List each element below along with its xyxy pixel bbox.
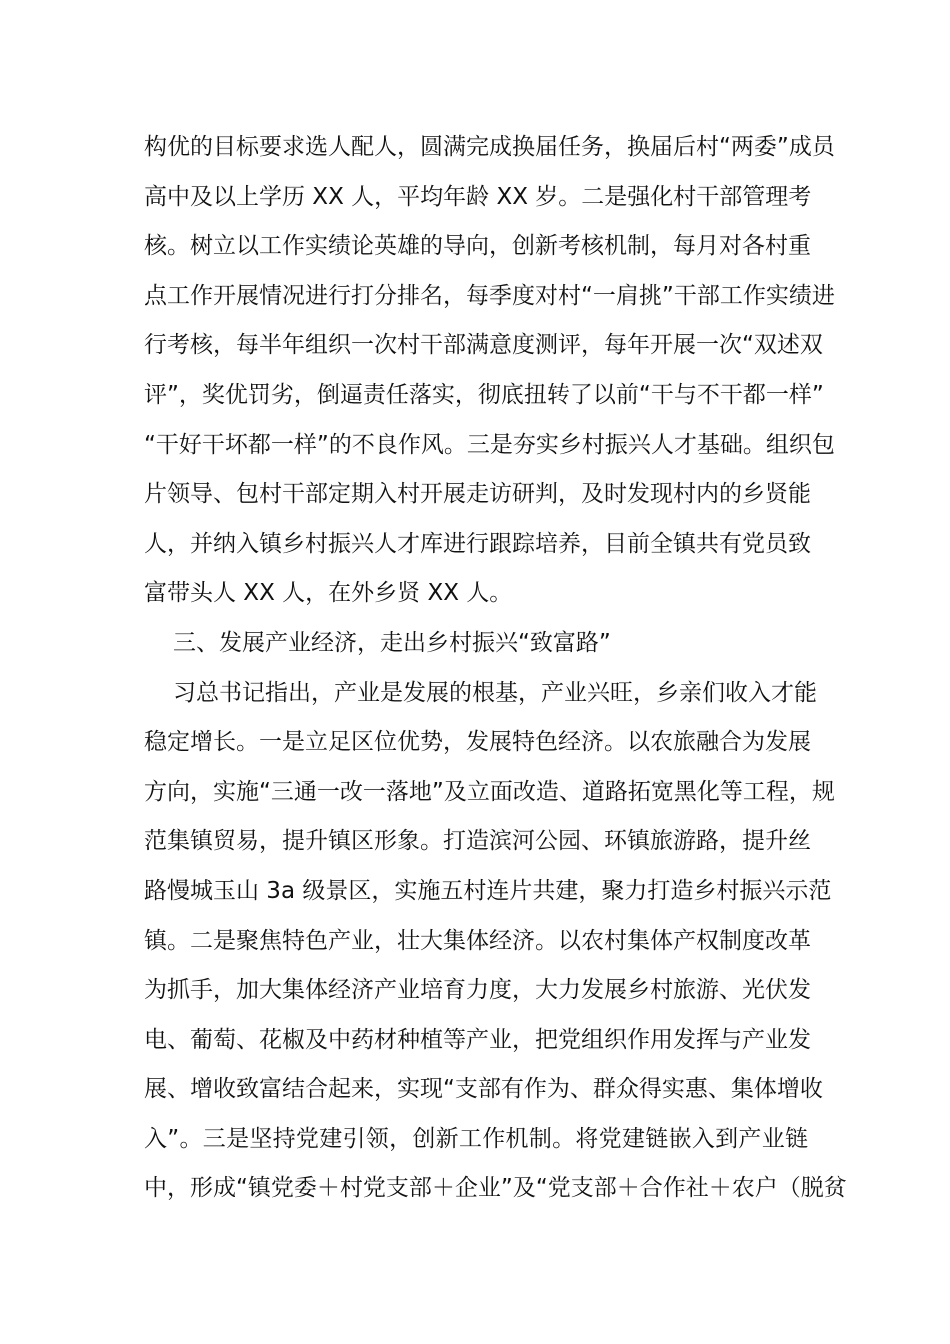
text-line: 行考核，每半年组织一次村干部满意度测评，每年开展一次“双述双 [144, 332, 823, 359]
text-line: “干好干坏都一样”的不良作风。三是夯实乡村振兴人才基础。组织包 [144, 431, 835, 458]
text-line: 入”。三是坚持党建引领，创新工作机制。将党建链嵌入到产业链 [144, 1125, 808, 1152]
text-line: 点工作开展情况进行打分排名，每季度对村“一肩挑”干部工作实绩进 [144, 282, 835, 309]
paragraph-cadre-team [144, 123, 835, 619]
text-line: 范集镇贸易，提升镇区形象。打造滨河公园、环镇旅游路，提升丝 [144, 828, 811, 855]
text-line: 展、增收致富结合起来，实现“支部有作为、群众得实惠、集体增收 [144, 1076, 823, 1103]
text-line: 习总书记指出，产业是发展的根基，产业兴旺，乡亲们收入才能 [173, 679, 817, 706]
text-line: 镇。二是聚焦特色产业，壮大集体经济。以农村集体产权制度改革 [144, 927, 811, 954]
text-line: 片领导、包村干部定期入村开展走访研判，及时发现村内的乡贤能 [144, 481, 811, 508]
section-heading [144, 619, 808, 669]
heading-line: 三、发展产业经济，走出乡村振兴“致富路” [173, 629, 611, 656]
text-line: 构优的目标要求选人配人，圆满完成换届任务，换届后村“两委”成员 [144, 134, 835, 160]
text-line: 评”，奖优罚劣，倒逼责任落实，彻底扭转了以前“干与不干都一样” [144, 381, 824, 408]
text-line: 路慢城玉山 3a 级景区，实施五村连片共建，聚力打造乡村振兴示范 [144, 877, 832, 904]
text-line: 高中及以上学历 XX 人，平均年龄 XX 岁。二是强化村干部管理考 [144, 183, 812, 210]
paragraph-industry [144, 669, 847, 1215]
text-line: 富带头人 XX 人，在外乡贤 XX 人。 [144, 580, 513, 607]
text-line: 电、葡萄、花椒及中药材种植等产业，把党组织作用发挥与产业发 [144, 1026, 811, 1053]
text-line: 中，形成“镇党委＋村党支部＋企业”及“党支部＋合作社＋农户（脱贫 [144, 1175, 847, 1202]
text-line: 为抓手，加大集体经济产业培育力度，大力发展乡村旅游、光伏发 [144, 977, 811, 1004]
text-line: 人，并纳入镇乡村振兴人才库进行跟踪培养，目前全镇共有党员致 [144, 530, 811, 557]
text-line: 核。树立以工作实绩论英雄的导向，创新考核机制，每月对各村重 [144, 233, 811, 260]
document-body [144, 123, 847, 1214]
text-line: 方向，实施“三通一改一落地”及立面改造、道路拓宽黑化等工程，规 [144, 778, 835, 805]
text-line: 稳定增长。一是立足区位优势，发展特色经济。以农旅融合为发展 [144, 729, 811, 756]
